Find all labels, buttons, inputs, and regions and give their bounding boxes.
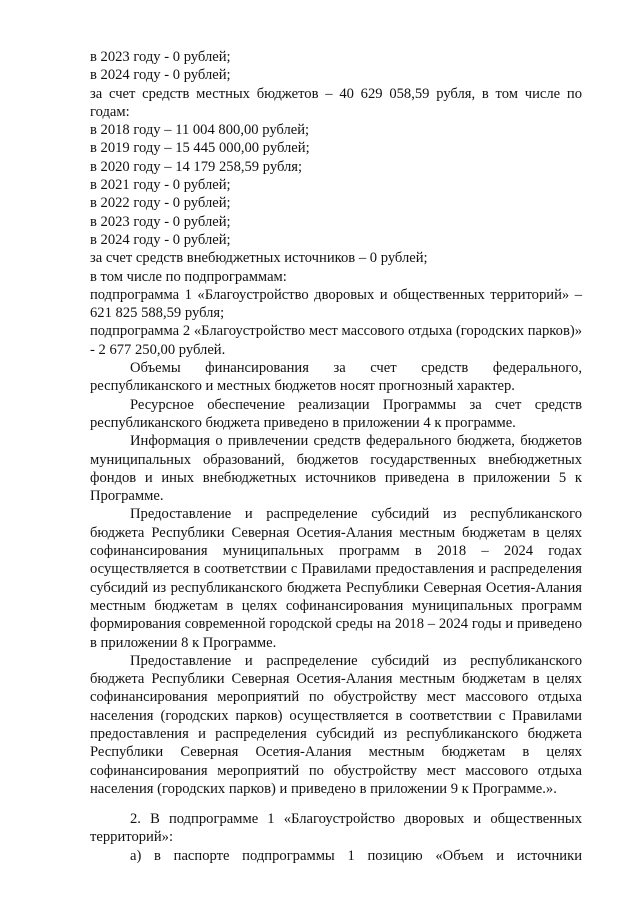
item-2-paragraph: 2. В подпрограмме 1 «Благоустройство дворовых и общественных территорий»: — [90, 811, 582, 846]
year-line: в 2024 году - 0 рублей; — [90, 231, 231, 248]
year-line: в 2020 году – 14 179 258,59 рубля; — [90, 158, 303, 175]
item-2a-paragraph: а) в паспорте подпрограммы 1 позицию «Объем и источники — [130, 847, 582, 864]
subprograms-intro: в том числе по подпрограммам: — [90, 268, 287, 285]
year-line: в 2023 году - 0 рублей; — [90, 49, 231, 65]
year-line: в 2018 году – 11 004 800,00 рублей; — [90, 122, 310, 139]
subsidies-paragraph-1: Предоставление и распределение субсидий из республиканского бюджета Республики Северная Осетия-Алания местным бюджетам в целях софинансирования муниципальных программ в 2018 – 2024 годах осуществляется в соответствии с Правилами предоставления и распределения субсидий из республиканского бюджета Республики Северная Осетия-Алания местным бюджетам в целях софинансирования муниципальных программ формирования современной городской среды на 2018 – 2024 годы и приведено в приложении 8 к Программе. — [90, 506, 582, 651]
local-budgets-paragraph: за счет средств местных бюджетов – 40 629 058,59 рубля, в том числе по годам: — [90, 85, 582, 120]
extrabudget-line: за счет средств внебюджетных источников – 0 рублей; — [90, 250, 428, 267]
subprogram-1-paragraph: подпрограмма 1 «Благоустройство дворовых и общественных территорий» – 621 825 588,59 рубля; — [90, 286, 582, 322]
subsidies-paragraph-2: Предоставление и распределение субсидий из республиканского бюджета Республики Северная Осетия-Алания местным бюджетам в целях софинансирования мероприятий по обустройству мест массового отдыха населения (городских парков) осуществляется в соответствии с Правилами предоставления и распределения субсидий из республиканского бюджета Республики Северная Осетия-Алания местным бюджетам в целях софинансирования мероприятий по обустройству мест массового отдыха населения (городских парков) и приведено в приложении 9 к Программе.». — [90, 652, 582, 797]
subprogram-2-paragraph: подпрограмма 2 «Благоустройство мест массового отдыха (городских парков)» - 2 677 250,00 рублей. — [90, 323, 582, 358]
year-line: в 2021 году - 0 рублей; — [90, 177, 231, 194]
year-line: в 2024 году - 0 рублей; — [90, 67, 231, 84]
resource-paragraph: Ресурсное обеспечение реализации Программы за счет средств республиканского бюджета приведено в приложении 4 к программе. — [90, 396, 582, 431]
year-line: в 2019 году – 15 445 000,00 рублей; — [90, 140, 310, 157]
year-line: в 2023 году - 0 рублей; — [90, 213, 231, 230]
info-paragraph: Информация о привлечении средств федерального бюджета, бюджетов муниципальных образований, бюджетов государственных внебюджетных фондов и иных внебюджетных источников приведена в приложении 5 к Программе. — [90, 433, 582, 505]
year-line: в 2022 году - 0 рублей; — [90, 195, 231, 212]
volumes-paragraph: Объемы финансирования за счет средств федерального, республиканского и местных бюджетов носят прогнозный характер. — [90, 360, 582, 395]
document-page — [90, 48, 582, 865]
